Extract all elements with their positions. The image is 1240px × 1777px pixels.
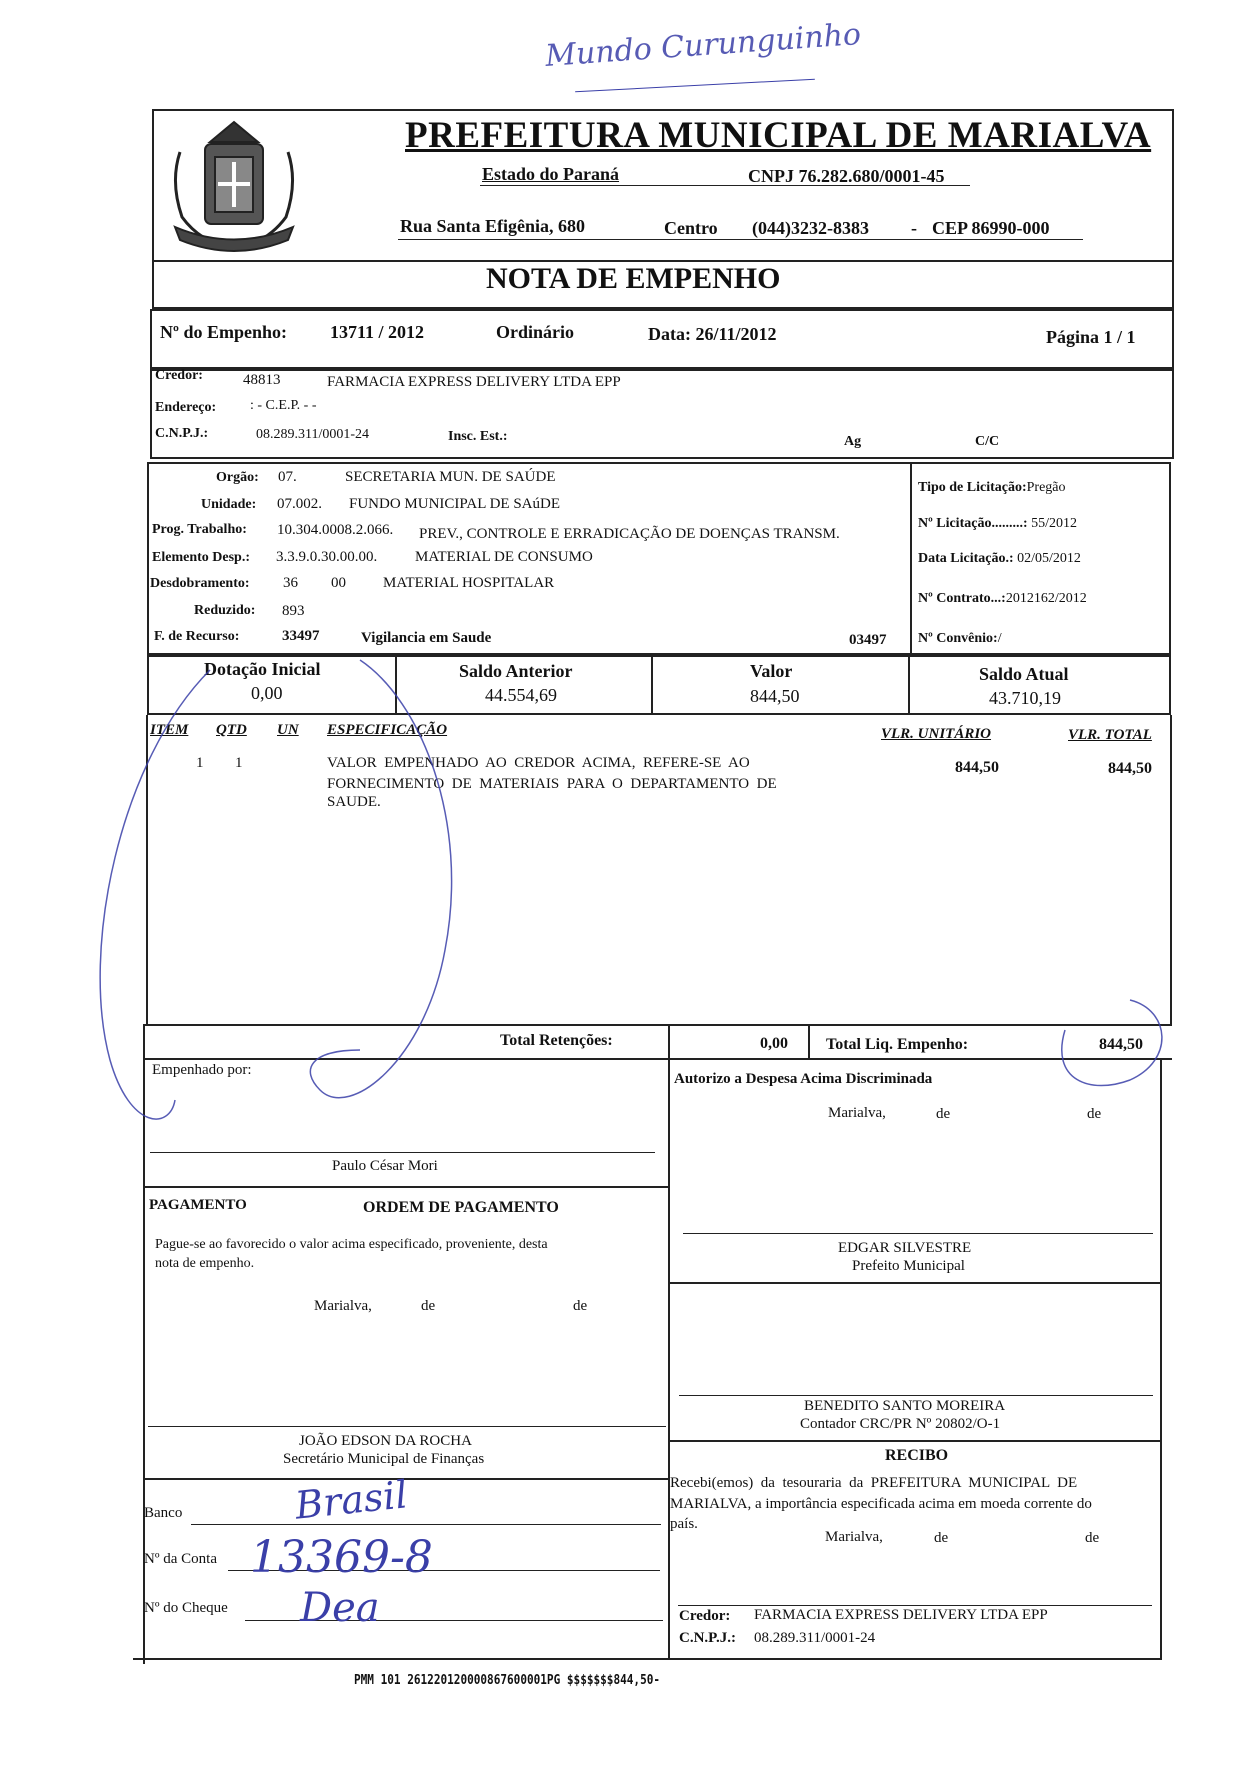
num-licitacao-value: 55/2012 (1031, 516, 1077, 531)
header-title: PREFEITURA MUNICIPAL DE MARIALVA (405, 115, 1152, 156)
contador-name: BENEDITO SANTO MOREIRA (804, 1398, 1006, 1414)
recibo-title: RECIBO (885, 1447, 949, 1464)
col-un: UN (277, 722, 299, 738)
insc-label: Insc. Est.: (448, 429, 508, 444)
recibo-text3: país. (670, 1516, 698, 1532)
recurso-name: Vigilancia em Saude (361, 630, 492, 646)
credor-code: 48813 (243, 372, 281, 388)
elem-label: Elemento Desp.: (152, 550, 250, 565)
recibo-city: Marialva, (825, 1529, 883, 1545)
total-liq-value: 844,50 (1099, 1036, 1143, 1053)
tipo-licitacao-value: Pregão (1026, 480, 1066, 495)
desd-name: MATERIAL HOSPITALAR (383, 575, 555, 591)
item-number: 1 (196, 755, 204, 771)
empenho-date: Data: 26/11/2012 (648, 324, 777, 344)
total-liq-label: Total Liq. Empenho: (826, 1036, 969, 1053)
data-licitacao-key: Data Licitação.: (918, 551, 1014, 566)
recibo-text1: Recebi(emos) da tesouraria da PREFEITURA MUNICIPAL DE (670, 1475, 1078, 1491)
desd-label: Desdobramento: (150, 576, 250, 591)
saldo-anterior-value: 44.554,69 (485, 685, 557, 705)
empenho-number: 13711 / 2012 (330, 322, 425, 342)
reduzido-label: Reduzido: (194, 603, 256, 618)
total-retencoes-label: Total Retenções: (500, 1032, 613, 1049)
header-phone: (044)3232-8383 (752, 218, 869, 238)
empenho-page: Página 1 / 1 (1046, 327, 1136, 347)
doc-title: NOTA DE EMPENHO (486, 262, 781, 295)
endereco-value: : - C.E.P. - - (250, 398, 317, 413)
cheque-handwritten: Dea (300, 1585, 380, 1631)
empenhado-name: Paulo César Mori (332, 1158, 438, 1174)
desd-sub: 00 (331, 575, 346, 591)
col-qtd: QTD (216, 722, 247, 738)
tipo-licitacao-key: Tipo de Licitação: (918, 480, 1027, 495)
recurso-label: F. de Recurso: (154, 629, 240, 644)
empenhado-label: Empenhado por: (152, 1062, 252, 1078)
pagamento-de2: de (573, 1298, 588, 1314)
col-espec: ESPECIFICAÇÃO (327, 722, 448, 738)
col-item: ITEM (150, 722, 189, 738)
total-retencoes-value: 0,00 (760, 1035, 788, 1052)
orgao-label: Orgão: (216, 470, 259, 485)
secretario-role: Secretário Municipal de Finanças (283, 1451, 485, 1467)
data-licitacao-value: 02/05/2012 (1017, 551, 1081, 566)
empenho-label: Nº do Empenho: (160, 322, 287, 342)
elem-code: 3.3.9.0.30.00.00. (276, 549, 378, 565)
pagamento-city: Marialva, (314, 1298, 372, 1314)
empenho-type: Ordinário (496, 322, 575, 342)
autorizo-label: Autorizo a Despesa Acima Discriminada (674, 1071, 933, 1087)
cheque-label: Nº do Cheque (144, 1600, 228, 1616)
recibo-credor-value: FARMACIA EXPRESS DELIVERY LTDA EPP (754, 1607, 1048, 1623)
item-desc-line2: FORNECIMENTO DE MATERIAIS PARA O DEPARTAMENTO DE (327, 776, 777, 792)
item-vlr-total: 844,50 (1108, 760, 1152, 777)
unidade-label: Unidade: (201, 497, 257, 512)
item-qty: 1 (235, 755, 243, 771)
ordem-pagamento: ORDEM DE PAGAMENTO (363, 1199, 559, 1216)
pagamento-label: PAGAMENTO (149, 1197, 247, 1213)
conta-handwritten: 13369-8 (250, 1532, 433, 1583)
header-street: Rua Santa Efigênia, 680 (400, 216, 586, 236)
recibo-de2: de (1085, 1530, 1100, 1546)
col-vlr-total: VLR. TOTAL (1068, 727, 1152, 743)
autorizo-city: Marialva, (828, 1105, 886, 1121)
num-contrato-key: Nº Contrato...: (918, 591, 1006, 606)
header-cep: CEP 86990-000 (932, 218, 1050, 238)
item-desc-line3: SAUDE. (327, 794, 381, 810)
cc-label: C/C (975, 434, 1000, 449)
autorizo-de2: de (1087, 1106, 1102, 1122)
prefeito-role: Prefeito Municipal (852, 1258, 965, 1274)
banco-handwritten: Brasil (293, 1472, 410, 1528)
recurso-right: 03497 (849, 632, 887, 648)
pagamento-text1: Pague-se ao favorecido o valor acima especificado, proveniente, desta (155, 1237, 548, 1252)
prefeito-name: EDGAR SILVESTRE (838, 1240, 972, 1256)
prog-label: Prog. Trabalho: (152, 522, 247, 537)
recibo-cnpj-value: 08.289.311/0001-24 (754, 1630, 876, 1646)
saldo-atual-value: 43.710,19 (989, 688, 1061, 708)
credor-label: Credor: (155, 368, 203, 383)
recibo-credor-label: Credor: (679, 1608, 731, 1624)
num-contrato-value: 2012162/2012 (1005, 591, 1087, 606)
credor-name: FARMACIA EXPRESS DELIVERY LTDA EPP (327, 374, 621, 390)
cnpj-value: 08.289.311/0001-24 (256, 427, 370, 442)
num-convenio-value: / (997, 631, 1002, 646)
endereco-label: Endereço: (155, 400, 217, 415)
saldo-atual-label: Saldo Atual (979, 664, 1069, 684)
header-cnpj: CNPJ 76.282.680/0001-45 (748, 166, 945, 186)
unidade-code: 07.002. (277, 496, 322, 512)
header-state: Estado do Paraná (482, 164, 620, 184)
dotacao-inicial-label: Dotação Inicial (204, 659, 321, 679)
cnpj-label: C.N.P.J.: (155, 426, 209, 441)
footer-code: PMM 101 261220120000867600001PG $$$$$$$844,50- (354, 1673, 661, 1688)
recurso-code: 33497 (282, 628, 320, 644)
recibo-text2: MARIALVA, a importância especificada acima em moeda corrente do (670, 1496, 1092, 1512)
reduzido-value: 893 (282, 603, 305, 619)
num-licitacao-key: Nº Licitação.........: (918, 516, 1028, 531)
pagamento-de1: de (421, 1298, 436, 1314)
col-vlr-unit: VLR. UNITÁRIO (881, 726, 992, 742)
saldo-anterior-label: Saldo Anterior (459, 661, 573, 681)
banco-label: Banco (144, 1505, 183, 1521)
ag-label: Ag (844, 434, 862, 449)
secretario-name: JOÃO EDSON DA ROCHA (299, 1433, 472, 1449)
valor-label: Valor (750, 661, 793, 681)
prog-name: PREV., CONTROLE E ERRADICAÇÃO DE DOENÇAS TRANSM. (419, 526, 840, 542)
orgao-name: SECRETARIA MUN. DE SAÚDE (345, 469, 556, 485)
header-district: Centro (664, 218, 718, 238)
orgao-code: 07. (278, 469, 297, 485)
unidade-name: FUNDO MUNICIPAL DE SAúDE (349, 496, 560, 512)
recibo-de1: de (934, 1530, 949, 1546)
valor-value: 844,50 (750, 686, 800, 706)
item-vlr-unit: 844,50 (955, 759, 999, 776)
recibo-cnpj-label: C.N.P.J.: (679, 1630, 736, 1646)
desd-code: 36 (283, 575, 298, 591)
pagamento-text2: nota de empenho. (155, 1256, 255, 1271)
prog-code: 10.304.0008.2.066. (277, 522, 394, 538)
contador-role: Contador CRC/PR Nº 20802/O-1 (800, 1416, 1001, 1432)
header-dash: - (911, 218, 917, 238)
handwritten-note: Mundo Curunguinho (544, 17, 863, 74)
item-desc-line1: VALOR EMPENHADO AO CREDOR ACIMA, REFERE-SE AO (327, 755, 750, 771)
elem-name: MATERIAL DE CONSUMO (415, 549, 593, 565)
conta-label: Nº da Conta (144, 1551, 217, 1567)
num-convenio-key: Nº Convênio: (918, 631, 998, 646)
autorizo-de1: de (936, 1106, 951, 1122)
dotacao-inicial-value: 0,00 (251, 683, 283, 703)
